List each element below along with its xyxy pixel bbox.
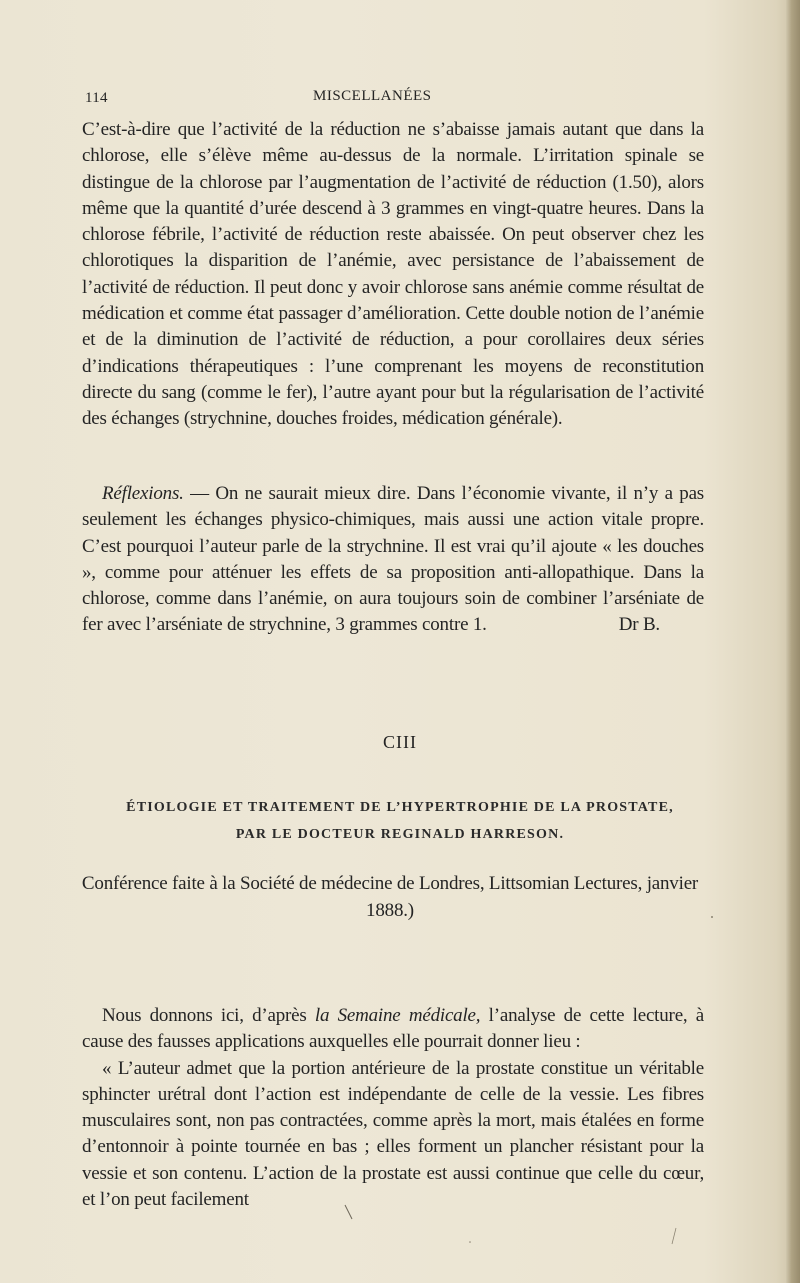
article-title-line-2: PAR LE DOCTEUR REGINALD HARRESON. (235, 827, 565, 842)
running-head-title: MISCELLANÉES (313, 88, 432, 104)
reflexions-text: — On ne saurait mieux dire. Dans l’économie vivante, il n’y a pas seulement les échanges physico-chimiques, mais aussi une action vitale propre. C’est pourquoi l’auteur parle de la strychnine. Il est vrai qu’il ajoute « les douches », comme pour atténuer les effets de sa proposition anti-allopathique. Dans la chlorose, comme dans l’anémie, on aura toujours soin de combiner l’arséniate de fer avec l’arséniate de strychnine, 3 grammes contre 1. (82, 483, 704, 636)
prostate-intro-text-a: Nous donnons ici, d’après (102, 1005, 315, 1026)
article-title-line-1: ÉTIOLOGIE ET TRAITEMENT DE L’HYPERTROPHIE DE LA PROSTATE, (126, 800, 674, 815)
reflexions-label: Réflexions. (102, 483, 184, 504)
paper-speck (469, 1241, 471, 1243)
paper-mark (345, 1205, 352, 1219)
section-number: CIII (383, 732, 417, 752)
prostate-quote-text: « L’auteur admet que la portion antérieure de la prostate constitue un véritable sphincter urétral dont l’action est indépendante de celle de la vessie. Les fibres musculaires sont, non pas contractées, comme après la mort, mais étalées en forme d’entonnoir à pointe tournée en bas ; elles forment un plancher résistant pour la vessie et son contenu. L’action de la prostate est aussi continue que celle du cœur, et l’on peut facilement (82, 1057, 704, 1211)
article-subtitle: Conférence faite à la Société de médecine de Londres, Littsomian Lectures, janvier 1888.) (81, 873, 699, 921)
prostate-intro-text-b: l’analyse de cette lecture, à cause des fausses applications auxquelles elle pourrait donner lieu : (82, 1005, 704, 1053)
paper-mark (672, 1228, 676, 1244)
paragraph-chlorose-text: C’est-à-dire que l’activité de la réduction ne s’abaisse jamais autant que dans la chlorose, elle s’élève même au-dessus de la normale. L’irritation spinale se distingue de la chlorose par l’augmentation de l’activité de réduction (1.50), alors même que la quantité d’urée descend à 3 grammes en vingt-quatre heures. Dans la chlorose fébrile, l’activité de réduction reste abaissée. On peut observer chez les chlorotiques la disparition de l’anémie, avec persistance de l’abaissement de l’activité de réduction. Il peut donc y avoir chlorose sans anémie comme résultat de médication et comme état passager d’amélioration. Cette double notion de l’anémie et de la diminution de l’activité de réduction, a pour corollaires deux séries d’indications thérapeutiques : l’une comprenant les moyens de reconstitution directe du sang (comme le fer), l’autre ayant pour but la régularisation de l’activité des échanges (strychnine, douches froides, médication générale). (82, 119, 704, 430)
source-title: la Semaine médicale, (314, 1005, 481, 1026)
paper-speck (711, 916, 713, 918)
author-signature: Dr B. (618, 614, 660, 636)
page-number: 114 (85, 90, 108, 106)
